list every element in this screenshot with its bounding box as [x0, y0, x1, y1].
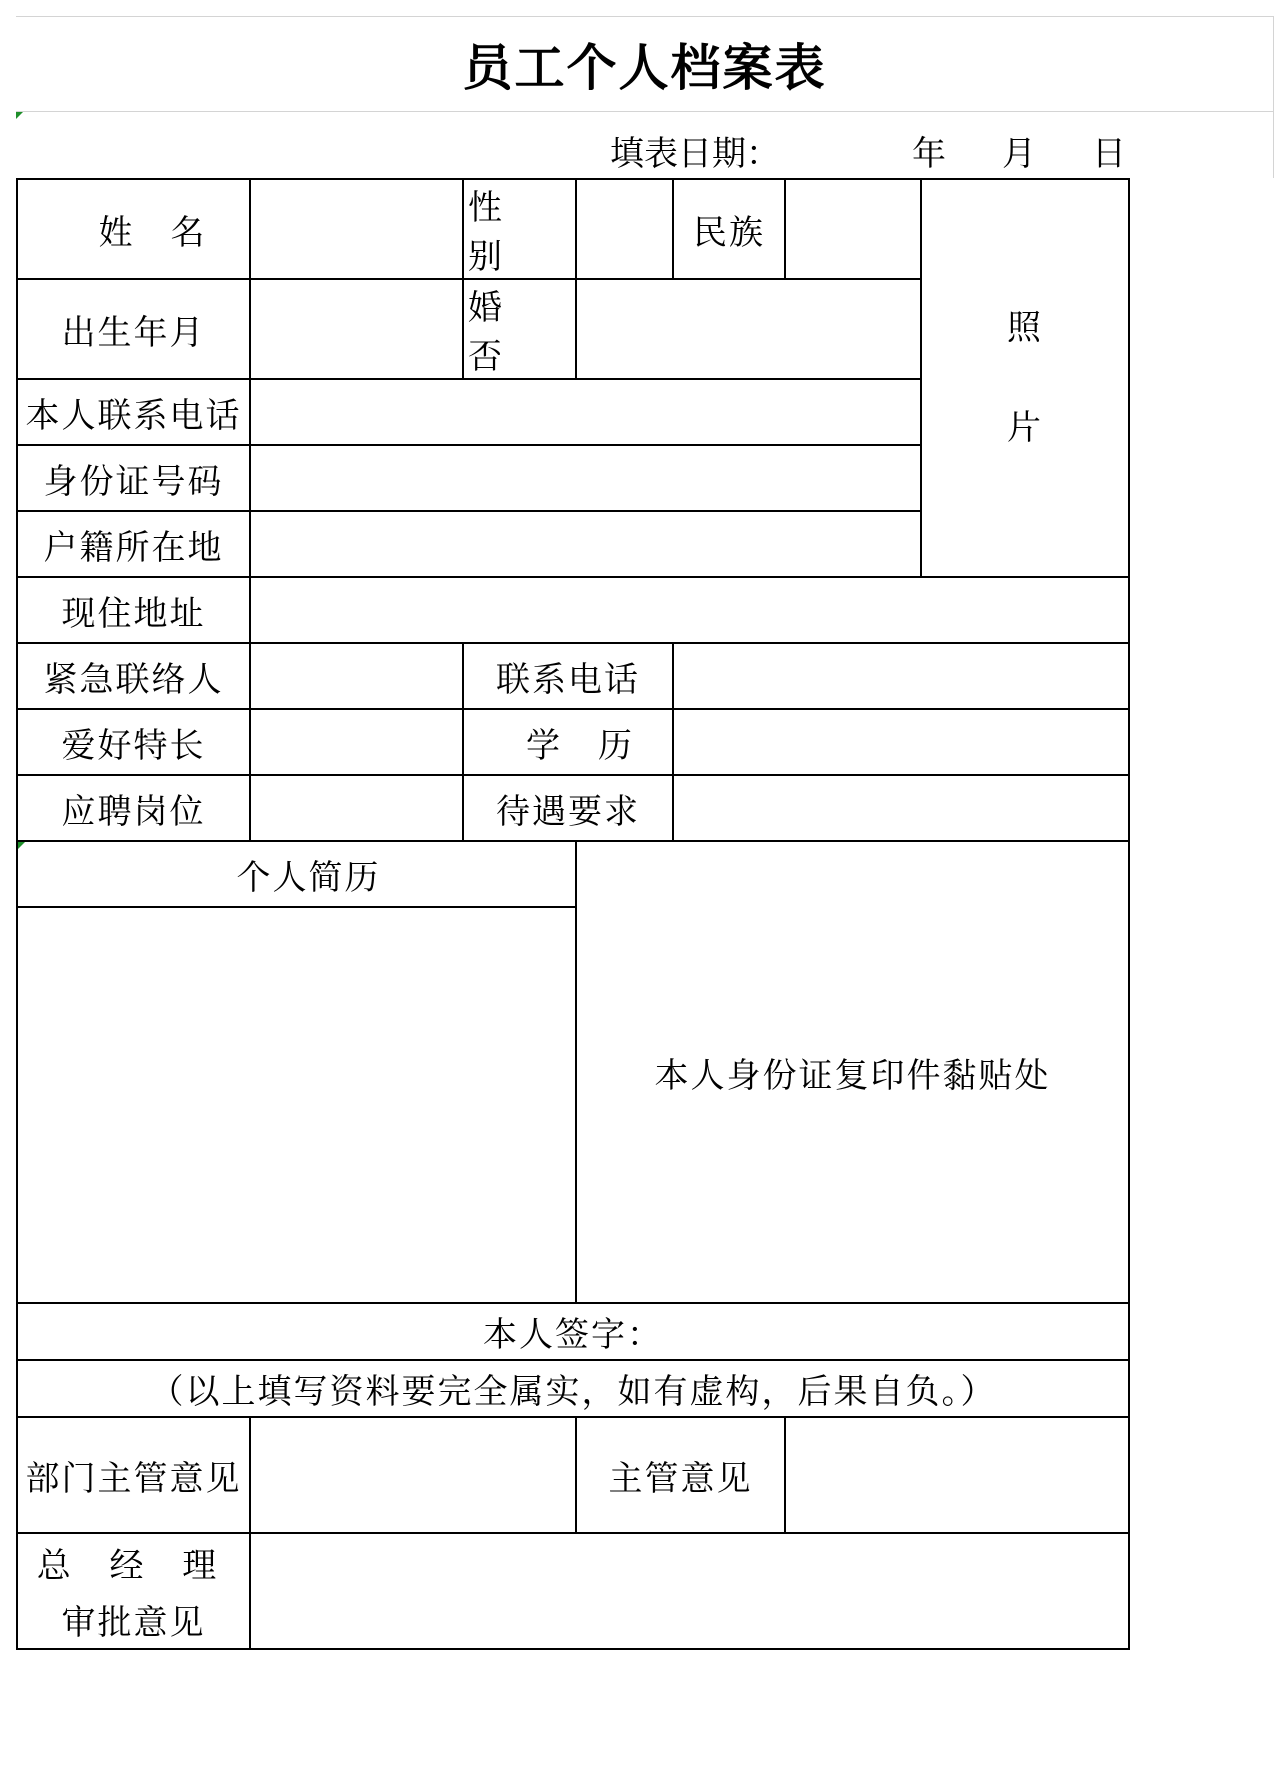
signature-row[interactable]: 本人签字： [17, 1303, 1129, 1360]
manager-input[interactable] [785, 1417, 1129, 1533]
id-number-label: 身份证号码 [17, 445, 250, 511]
resume-header [17, 841, 576, 907]
contact-phone-label: 联系电话 [463, 643, 673, 709]
address-label: 现住地址 [17, 577, 250, 643]
education-label: 学 历 [463, 709, 673, 775]
ethnicity-input[interactable] [785, 179, 921, 279]
dept-manager-input[interactable] [250, 1417, 576, 1533]
hobbies-label: 爱好特长 [17, 709, 250, 775]
education-input[interactable] [673, 709, 1129, 775]
gm-label-line1: 总 经 理 [36, 1546, 231, 1586]
birth-label: 出生年月 [17, 279, 250, 379]
date-month-label: 月 [1002, 134, 1036, 174]
form-sheet [16, 16, 1274, 1768]
household-label: 户籍所在地 [17, 511, 250, 577]
married-label: 婚 否 [463, 279, 576, 379]
name-label: 姓 名 [17, 179, 250, 279]
id-number-input[interactable] [250, 445, 921, 511]
gm-approval-label [17, 1533, 250, 1649]
married-input[interactable] [576, 279, 921, 379]
salary-label: 待遇要求 [463, 775, 673, 841]
date-day-label: 日 [1092, 134, 1126, 174]
emergency-contact-label: 紧急联络人 [17, 643, 250, 709]
manager-label: 主管意见 [576, 1417, 785, 1533]
birth-input[interactable] [250, 279, 463, 379]
gm-approval-input[interactable] [250, 1533, 1129, 1649]
resume-header-label: 个人简历 [236, 857, 381, 898]
cell-marker [18, 842, 25, 849]
id-copy-area[interactable]: 本人身份证复印件黏贴处 [576, 841, 1129, 1303]
phone-label: 本人联系电话 [17, 379, 250, 445]
gender-input[interactable] [576, 179, 673, 279]
fill-date-label: 填表日期： [610, 134, 780, 174]
resume-input[interactable] [17, 907, 576, 1303]
photo-box[interactable] [921, 179, 1129, 577]
household-input[interactable] [250, 511, 921, 577]
photo-label-1: 照 [1007, 308, 1043, 348]
ethnicity-label: 民族 [673, 179, 785, 279]
gm-label-line2: 审批意见 [61, 1603, 206, 1643]
address-input[interactable] [250, 577, 1129, 643]
contact-phone-input[interactable] [673, 643, 1129, 709]
dept-manager-label: 部门主管意见 [17, 1417, 250, 1533]
position-input[interactable] [250, 775, 463, 841]
date-year-label: 年 [912, 134, 946, 174]
notice-text: （以上填写资料要完全属实，如有虚构，后果自负。） [17, 1360, 1129, 1417]
gender-label: 性 别 [463, 179, 576, 279]
fill-date-row [16, 112, 1274, 178]
name-input[interactable] [250, 179, 463, 279]
emergency-contact-input[interactable] [250, 643, 463, 709]
cell-marker [16, 112, 23, 119]
photo-label-2: 片 [1007, 408, 1043, 448]
position-label: 应聘岗位 [17, 775, 250, 841]
hobbies-input[interactable] [250, 709, 463, 775]
phone-input[interactable] [250, 379, 921, 445]
employee-profile-table [16, 178, 1130, 1650]
salary-input[interactable] [673, 775, 1129, 841]
page-title: 员工个人档案表 [16, 16, 1274, 112]
